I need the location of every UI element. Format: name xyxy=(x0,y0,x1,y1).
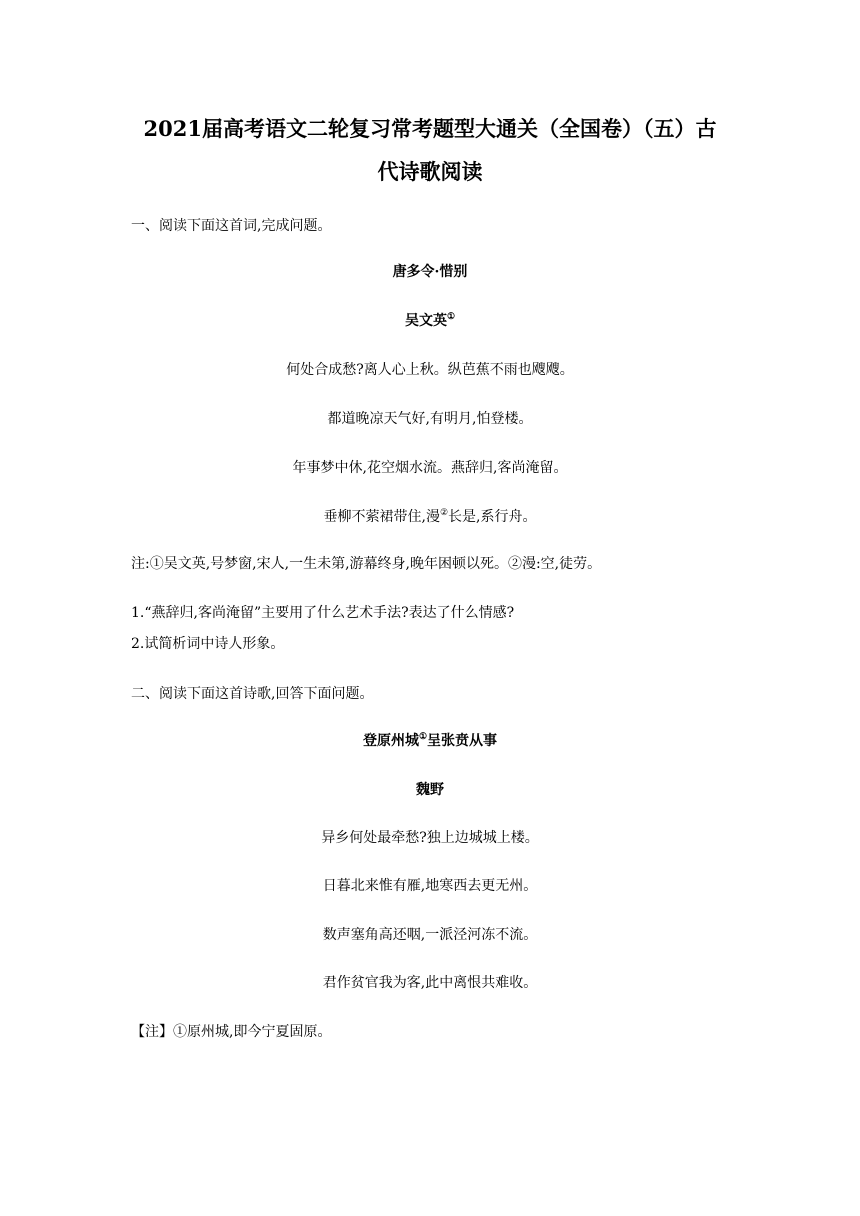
poem-2-note: 【注】①原州城,即今宁夏固原。 xyxy=(131,1024,332,1040)
poem-1-author: 吴文英 xyxy=(404,313,447,329)
document-title-line-1: 2021届高考语文二轮复习常考题型大通关（全国卷）（五）古 xyxy=(143,116,717,141)
poem-2-line-4: 君作贫官我为客,此中离恨共难收。 xyxy=(322,975,538,991)
poem-1-line-1: 何处合成愁?离人心上秋。纵芭蕉不雨也飕飕。 xyxy=(286,362,574,378)
poem-2-title-footnote-mark: ① xyxy=(418,732,428,742)
poem-2-author: 魏野 xyxy=(416,782,444,798)
poem-1-line-4-part-2: 长是,系行舟。 xyxy=(448,509,537,525)
poem-1-line-4-footnote-mark: ② xyxy=(439,508,449,518)
document-title-line-2: 代诗歌阅读 xyxy=(377,159,483,184)
poem-2-line-2: 日暮北来惟有雁,地寒西去更无州。 xyxy=(322,878,538,894)
section-2-instruction: 二、阅读下面这首诗歌,回答下面问题。 xyxy=(131,686,374,702)
question-2: 2.试简析词中诗人形象。 xyxy=(131,636,285,652)
poem-1-title: 唐多令·惜别 xyxy=(392,264,468,280)
poem-1-author-footnote-mark: ① xyxy=(446,312,456,322)
poem-1-line-3: 年事梦中休,花空烟水流。燕辞归,客尚淹留。 xyxy=(292,460,568,476)
poem-1-line-4 xyxy=(100,507,760,527)
poem-2-line-3: 数声塞角高还咽,一派泾河冻不流。 xyxy=(322,927,538,943)
poem-1-author-line xyxy=(100,311,760,331)
poem-2-title xyxy=(100,731,760,751)
question-1: 1.“燕辞归,客尚淹留”主要用了什么艺术手法?表达了什么情感? xyxy=(131,605,515,621)
section-1-instruction: 一、阅读下面这首词,完成问题。 xyxy=(131,218,332,234)
poem-1-line-2: 都道晚凉天气好,有明月,怕登楼。 xyxy=(327,411,533,427)
poem-2-title-part-1: 登原州城 xyxy=(362,733,419,749)
poem-2-line-1: 异乡何处最牵愁?独上边城城上楼。 xyxy=(321,830,539,846)
poem-1-line-4-part-1: 垂柳不萦裙带住,漫 xyxy=(323,509,440,525)
poem-1-note: 注:①吴文英,号梦窗,宋人,一生未第,游幕终身,晚年困顿以死。②漫:空,徒劳。 xyxy=(131,556,602,572)
poem-2-title-part-2: 呈张贲从事 xyxy=(427,733,498,749)
